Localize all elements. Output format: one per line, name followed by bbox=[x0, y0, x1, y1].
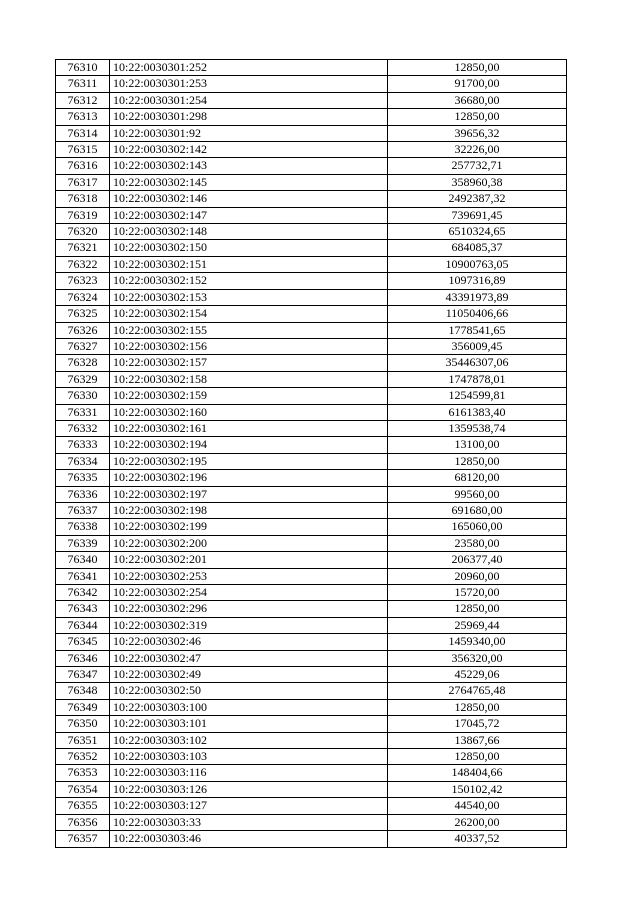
table-row bbox=[56, 502, 567, 518]
row-number-cell: 76341 bbox=[56, 568, 110, 584]
cadastral-value-cell: 1359538,74 bbox=[388, 420, 567, 436]
row-number-cell: 76350 bbox=[56, 716, 110, 732]
cadastral-number-cell: 10:22:0030302:197 bbox=[110, 486, 388, 502]
cadastral-value-cell: 13867,66 bbox=[388, 732, 567, 748]
cadastral-number-cell: 10:22:0030302:152 bbox=[110, 273, 388, 289]
table-row bbox=[56, 240, 567, 256]
row-number-cell: 76347 bbox=[56, 667, 110, 683]
row-number-cell: 76354 bbox=[56, 781, 110, 797]
cadastral-value-cell: 150102,42 bbox=[388, 781, 567, 797]
cadastral-number-cell: 10:22:0030302:160 bbox=[110, 404, 388, 420]
cadastral-number-cell: 10:22:0030302:161 bbox=[110, 420, 388, 436]
row-number-cell: 76357 bbox=[56, 831, 110, 847]
row-number-cell: 76340 bbox=[56, 552, 110, 568]
row-number-cell: 76349 bbox=[56, 699, 110, 715]
cadastral-number-cell: 10:22:0030301:252 bbox=[110, 60, 388, 76]
cadastral-value-cell: 1097316,89 bbox=[388, 273, 567, 289]
table-row bbox=[56, 224, 567, 240]
table-row bbox=[56, 437, 567, 453]
cadastral-number-cell: 10:22:0030302:196 bbox=[110, 470, 388, 486]
row-number-cell: 76311 bbox=[56, 76, 110, 92]
row-number-cell: 76324 bbox=[56, 289, 110, 305]
cadastral-value-cell: 23580,00 bbox=[388, 535, 567, 551]
row-number-cell: 76355 bbox=[56, 798, 110, 814]
row-number-cell: 76331 bbox=[56, 404, 110, 420]
row-number-cell: 76333 bbox=[56, 437, 110, 453]
table-row bbox=[56, 667, 567, 683]
table-row bbox=[56, 601, 567, 617]
table-row bbox=[56, 716, 567, 732]
table-row bbox=[56, 158, 567, 174]
cadastral-value-cell: 1747878,01 bbox=[388, 371, 567, 387]
cadastral-value-cell: 358960,38 bbox=[388, 174, 567, 190]
table-row bbox=[56, 338, 567, 354]
row-number-cell: 76353 bbox=[56, 765, 110, 781]
table-row bbox=[56, 634, 567, 650]
cadastral-value-cell: 39656,32 bbox=[388, 125, 567, 141]
cadastral-number-cell: 10:22:0030302:159 bbox=[110, 388, 388, 404]
row-number-cell: 76336 bbox=[56, 486, 110, 502]
cadastral-value-cell: 356320,00 bbox=[388, 650, 567, 666]
cadastral-number-cell: 10:22:0030302:148 bbox=[110, 224, 388, 240]
cadastral-value-cell: 2492387,32 bbox=[388, 191, 567, 207]
cadastral-value-cell: 20960,00 bbox=[388, 568, 567, 584]
table-row bbox=[56, 470, 567, 486]
table-body bbox=[56, 60, 567, 848]
row-number-cell: 76352 bbox=[56, 749, 110, 765]
cadastral-number-cell: 10:22:0030302:158 bbox=[110, 371, 388, 387]
cadastral-number-cell: 10:22:0030302:296 bbox=[110, 601, 388, 617]
cadastral-number-cell: 10:22:0030302:199 bbox=[110, 519, 388, 535]
table-row bbox=[56, 585, 567, 601]
table-row bbox=[56, 306, 567, 322]
cadastral-number-cell: 10:22:0030302:150 bbox=[110, 240, 388, 256]
row-number-cell: 76351 bbox=[56, 732, 110, 748]
cadastral-value-cell: 356009,45 bbox=[388, 338, 567, 354]
row-number-cell: 76356 bbox=[56, 814, 110, 830]
table-row bbox=[56, 453, 567, 469]
cadastral-number-cell: 10:22:0030302:46 bbox=[110, 634, 388, 650]
cadastral-value-table bbox=[55, 59, 567, 848]
cadastral-value-cell: 12850,00 bbox=[388, 453, 567, 469]
row-number-cell: 76320 bbox=[56, 224, 110, 240]
row-number-cell: 76327 bbox=[56, 338, 110, 354]
row-number-cell: 76343 bbox=[56, 601, 110, 617]
cadastral-value-cell: 68120,00 bbox=[388, 470, 567, 486]
cadastral-number-cell: 10:22:0030302:254 bbox=[110, 585, 388, 601]
cadastral-number-cell: 10:22:0030302:200 bbox=[110, 535, 388, 551]
table-row bbox=[56, 355, 567, 371]
cadastral-value-cell: 99560,00 bbox=[388, 486, 567, 502]
table-row bbox=[56, 732, 567, 748]
row-number-cell: 76313 bbox=[56, 109, 110, 125]
cadastral-number-cell: 10:22:0030303:46 bbox=[110, 831, 388, 847]
table-row bbox=[56, 388, 567, 404]
table-row bbox=[56, 92, 567, 108]
cadastral-value-cell: 25969,44 bbox=[388, 617, 567, 633]
cadastral-value-cell: 684085,37 bbox=[388, 240, 567, 256]
cadastral-number-cell: 10:22:0030302:143 bbox=[110, 158, 388, 174]
table-row bbox=[56, 568, 567, 584]
table-row bbox=[56, 371, 567, 387]
table-row bbox=[56, 142, 567, 158]
table-row bbox=[56, 207, 567, 223]
row-number-cell: 76332 bbox=[56, 420, 110, 436]
cadastral-value-cell: 12850,00 bbox=[388, 60, 567, 76]
cadastral-value-cell: 26200,00 bbox=[388, 814, 567, 830]
row-number-cell: 76334 bbox=[56, 453, 110, 469]
cadastral-number-cell: 10:22:0030301:254 bbox=[110, 92, 388, 108]
cadastral-value-cell: 91700,00 bbox=[388, 76, 567, 92]
cadastral-number-cell: 10:22:0030302:151 bbox=[110, 256, 388, 272]
row-number-cell: 76316 bbox=[56, 158, 110, 174]
row-number-cell: 76348 bbox=[56, 683, 110, 699]
row-number-cell: 76323 bbox=[56, 273, 110, 289]
row-number-cell: 76330 bbox=[56, 388, 110, 404]
cadastral-value-cell: 40337,52 bbox=[388, 831, 567, 847]
row-number-cell: 76335 bbox=[56, 470, 110, 486]
table-row bbox=[56, 535, 567, 551]
table-row bbox=[56, 650, 567, 666]
cadastral-number-cell: 10:22:0030302:142 bbox=[110, 142, 388, 158]
cadastral-value-cell: 12850,00 bbox=[388, 601, 567, 617]
table-row bbox=[56, 76, 567, 92]
cadastral-value-cell: 10900763,05 bbox=[388, 256, 567, 272]
table-row bbox=[56, 174, 567, 190]
cadastral-number-cell: 10:22:0030302:50 bbox=[110, 683, 388, 699]
table-row bbox=[56, 749, 567, 765]
cadastral-number-cell: 10:22:0030302:195 bbox=[110, 453, 388, 469]
cadastral-number-cell: 10:22:0030303:126 bbox=[110, 781, 388, 797]
cadastral-number-cell: 10:22:0030303:127 bbox=[110, 798, 388, 814]
cadastral-value-cell: 35446307,06 bbox=[388, 355, 567, 371]
table-row bbox=[56, 256, 567, 272]
cadastral-number-cell: 10:22:0030302:198 bbox=[110, 502, 388, 518]
cadastral-number-cell: 10:22:0030302:319 bbox=[110, 617, 388, 633]
row-number-cell: 76321 bbox=[56, 240, 110, 256]
row-number-cell: 76339 bbox=[56, 535, 110, 551]
cadastral-number-cell: 10:22:0030302:153 bbox=[110, 289, 388, 305]
row-number-cell: 76317 bbox=[56, 174, 110, 190]
row-number-cell: 76345 bbox=[56, 634, 110, 650]
cadastral-value-cell: 691680,00 bbox=[388, 502, 567, 518]
cadastral-number-cell: 10:22:0030301:298 bbox=[110, 109, 388, 125]
cadastral-value-cell: 2764765,48 bbox=[388, 683, 567, 699]
cadastral-value-cell: 1254599,81 bbox=[388, 388, 567, 404]
row-number-cell: 76315 bbox=[56, 142, 110, 158]
table-row bbox=[56, 814, 567, 830]
cadastral-value-cell: 36680,00 bbox=[388, 92, 567, 108]
row-number-cell: 76344 bbox=[56, 617, 110, 633]
cadastral-number-cell: 10:22:0030301:92 bbox=[110, 125, 388, 141]
cadastral-value-cell: 1778541,65 bbox=[388, 322, 567, 338]
cadastral-number-cell: 10:22:0030302:201 bbox=[110, 552, 388, 568]
cadastral-value-cell: 43391973,89 bbox=[388, 289, 567, 305]
table-row bbox=[56, 60, 567, 76]
table-row bbox=[56, 831, 567, 847]
cadastral-number-cell: 10:22:0030302:154 bbox=[110, 306, 388, 322]
cadastral-number-cell: 10:22:0030303:33 bbox=[110, 814, 388, 830]
cadastral-number-cell: 10:22:0030303:116 bbox=[110, 765, 388, 781]
cadastral-number-cell: 10:22:0030302:156 bbox=[110, 338, 388, 354]
cadastral-value-cell: 32226,00 bbox=[388, 142, 567, 158]
table-row bbox=[56, 781, 567, 797]
cadastral-number-cell: 10:22:0030303:100 bbox=[110, 699, 388, 715]
cadastral-number-cell: 10:22:0030302:155 bbox=[110, 322, 388, 338]
cadastral-number-cell: 10:22:0030302:146 bbox=[110, 191, 388, 207]
table-row bbox=[56, 125, 567, 141]
cadastral-number-cell: 10:22:0030302:49 bbox=[110, 667, 388, 683]
cadastral-number-cell: 10:22:0030303:101 bbox=[110, 716, 388, 732]
row-number-cell: 76328 bbox=[56, 355, 110, 371]
cadastral-value-cell: 6161383,40 bbox=[388, 404, 567, 420]
table-row bbox=[56, 519, 567, 535]
row-number-cell: 76325 bbox=[56, 306, 110, 322]
table-row bbox=[56, 765, 567, 781]
table-row bbox=[56, 552, 567, 568]
cadastral-number-cell: 10:22:0030301:253 bbox=[110, 76, 388, 92]
table-row bbox=[56, 273, 567, 289]
row-number-cell: 76318 bbox=[56, 191, 110, 207]
table-row bbox=[56, 109, 567, 125]
cadastral-value-cell: 45229,06 bbox=[388, 667, 567, 683]
row-number-cell: 76314 bbox=[56, 125, 110, 141]
row-number-cell: 76312 bbox=[56, 92, 110, 108]
cadastral-value-cell: 257732,71 bbox=[388, 158, 567, 174]
cadastral-value-cell: 44540,00 bbox=[388, 798, 567, 814]
cadastral-value-cell: 148404,66 bbox=[388, 765, 567, 781]
cadastral-number-cell: 10:22:0030303:103 bbox=[110, 749, 388, 765]
cadastral-number-cell: 10:22:0030302:194 bbox=[110, 437, 388, 453]
table-row bbox=[56, 289, 567, 305]
cadastral-value-cell: 13100,00 bbox=[388, 437, 567, 453]
cadastral-number-cell: 10:22:0030302:47 bbox=[110, 650, 388, 666]
table-row bbox=[56, 798, 567, 814]
row-number-cell: 76338 bbox=[56, 519, 110, 535]
row-number-cell: 76329 bbox=[56, 371, 110, 387]
row-number-cell: 76326 bbox=[56, 322, 110, 338]
table-row bbox=[56, 420, 567, 436]
row-number-cell: 76342 bbox=[56, 585, 110, 601]
cadastral-value-cell: 206377,40 bbox=[388, 552, 567, 568]
cadastral-value-cell: 17045,72 bbox=[388, 716, 567, 732]
cadastral-value-cell: 15720,00 bbox=[388, 585, 567, 601]
cadastral-value-cell: 1459340,00 bbox=[388, 634, 567, 650]
cadastral-value-cell: 12850,00 bbox=[388, 749, 567, 765]
cadastral-number-cell: 10:22:0030302:145 bbox=[110, 174, 388, 190]
table-row bbox=[56, 617, 567, 633]
row-number-cell: 76319 bbox=[56, 207, 110, 223]
cadastral-number-cell: 10:22:0030302:157 bbox=[110, 355, 388, 371]
row-number-cell: 76337 bbox=[56, 502, 110, 518]
table-row bbox=[56, 699, 567, 715]
cadastral-value-cell: 6510324,65 bbox=[388, 224, 567, 240]
cadastral-value-cell: 11050406,66 bbox=[388, 306, 567, 322]
cadastral-number-cell: 10:22:0030303:102 bbox=[110, 732, 388, 748]
cadastral-value-cell: 165060,00 bbox=[388, 519, 567, 535]
table-row bbox=[56, 404, 567, 420]
table-row bbox=[56, 322, 567, 338]
table-row bbox=[56, 683, 567, 699]
row-number-cell: 76346 bbox=[56, 650, 110, 666]
row-number-cell: 76322 bbox=[56, 256, 110, 272]
cadastral-number-cell: 10:22:0030302:147 bbox=[110, 207, 388, 223]
cadastral-value-cell: 12850,00 bbox=[388, 109, 567, 125]
cadastral-value-cell: 12850,00 bbox=[388, 699, 567, 715]
cadastral-number-cell: 10:22:0030302:253 bbox=[110, 568, 388, 584]
table-row bbox=[56, 191, 567, 207]
row-number-cell: 76310 bbox=[56, 60, 110, 76]
cadastral-value-cell: 739691,45 bbox=[388, 207, 567, 223]
table-row bbox=[56, 486, 567, 502]
